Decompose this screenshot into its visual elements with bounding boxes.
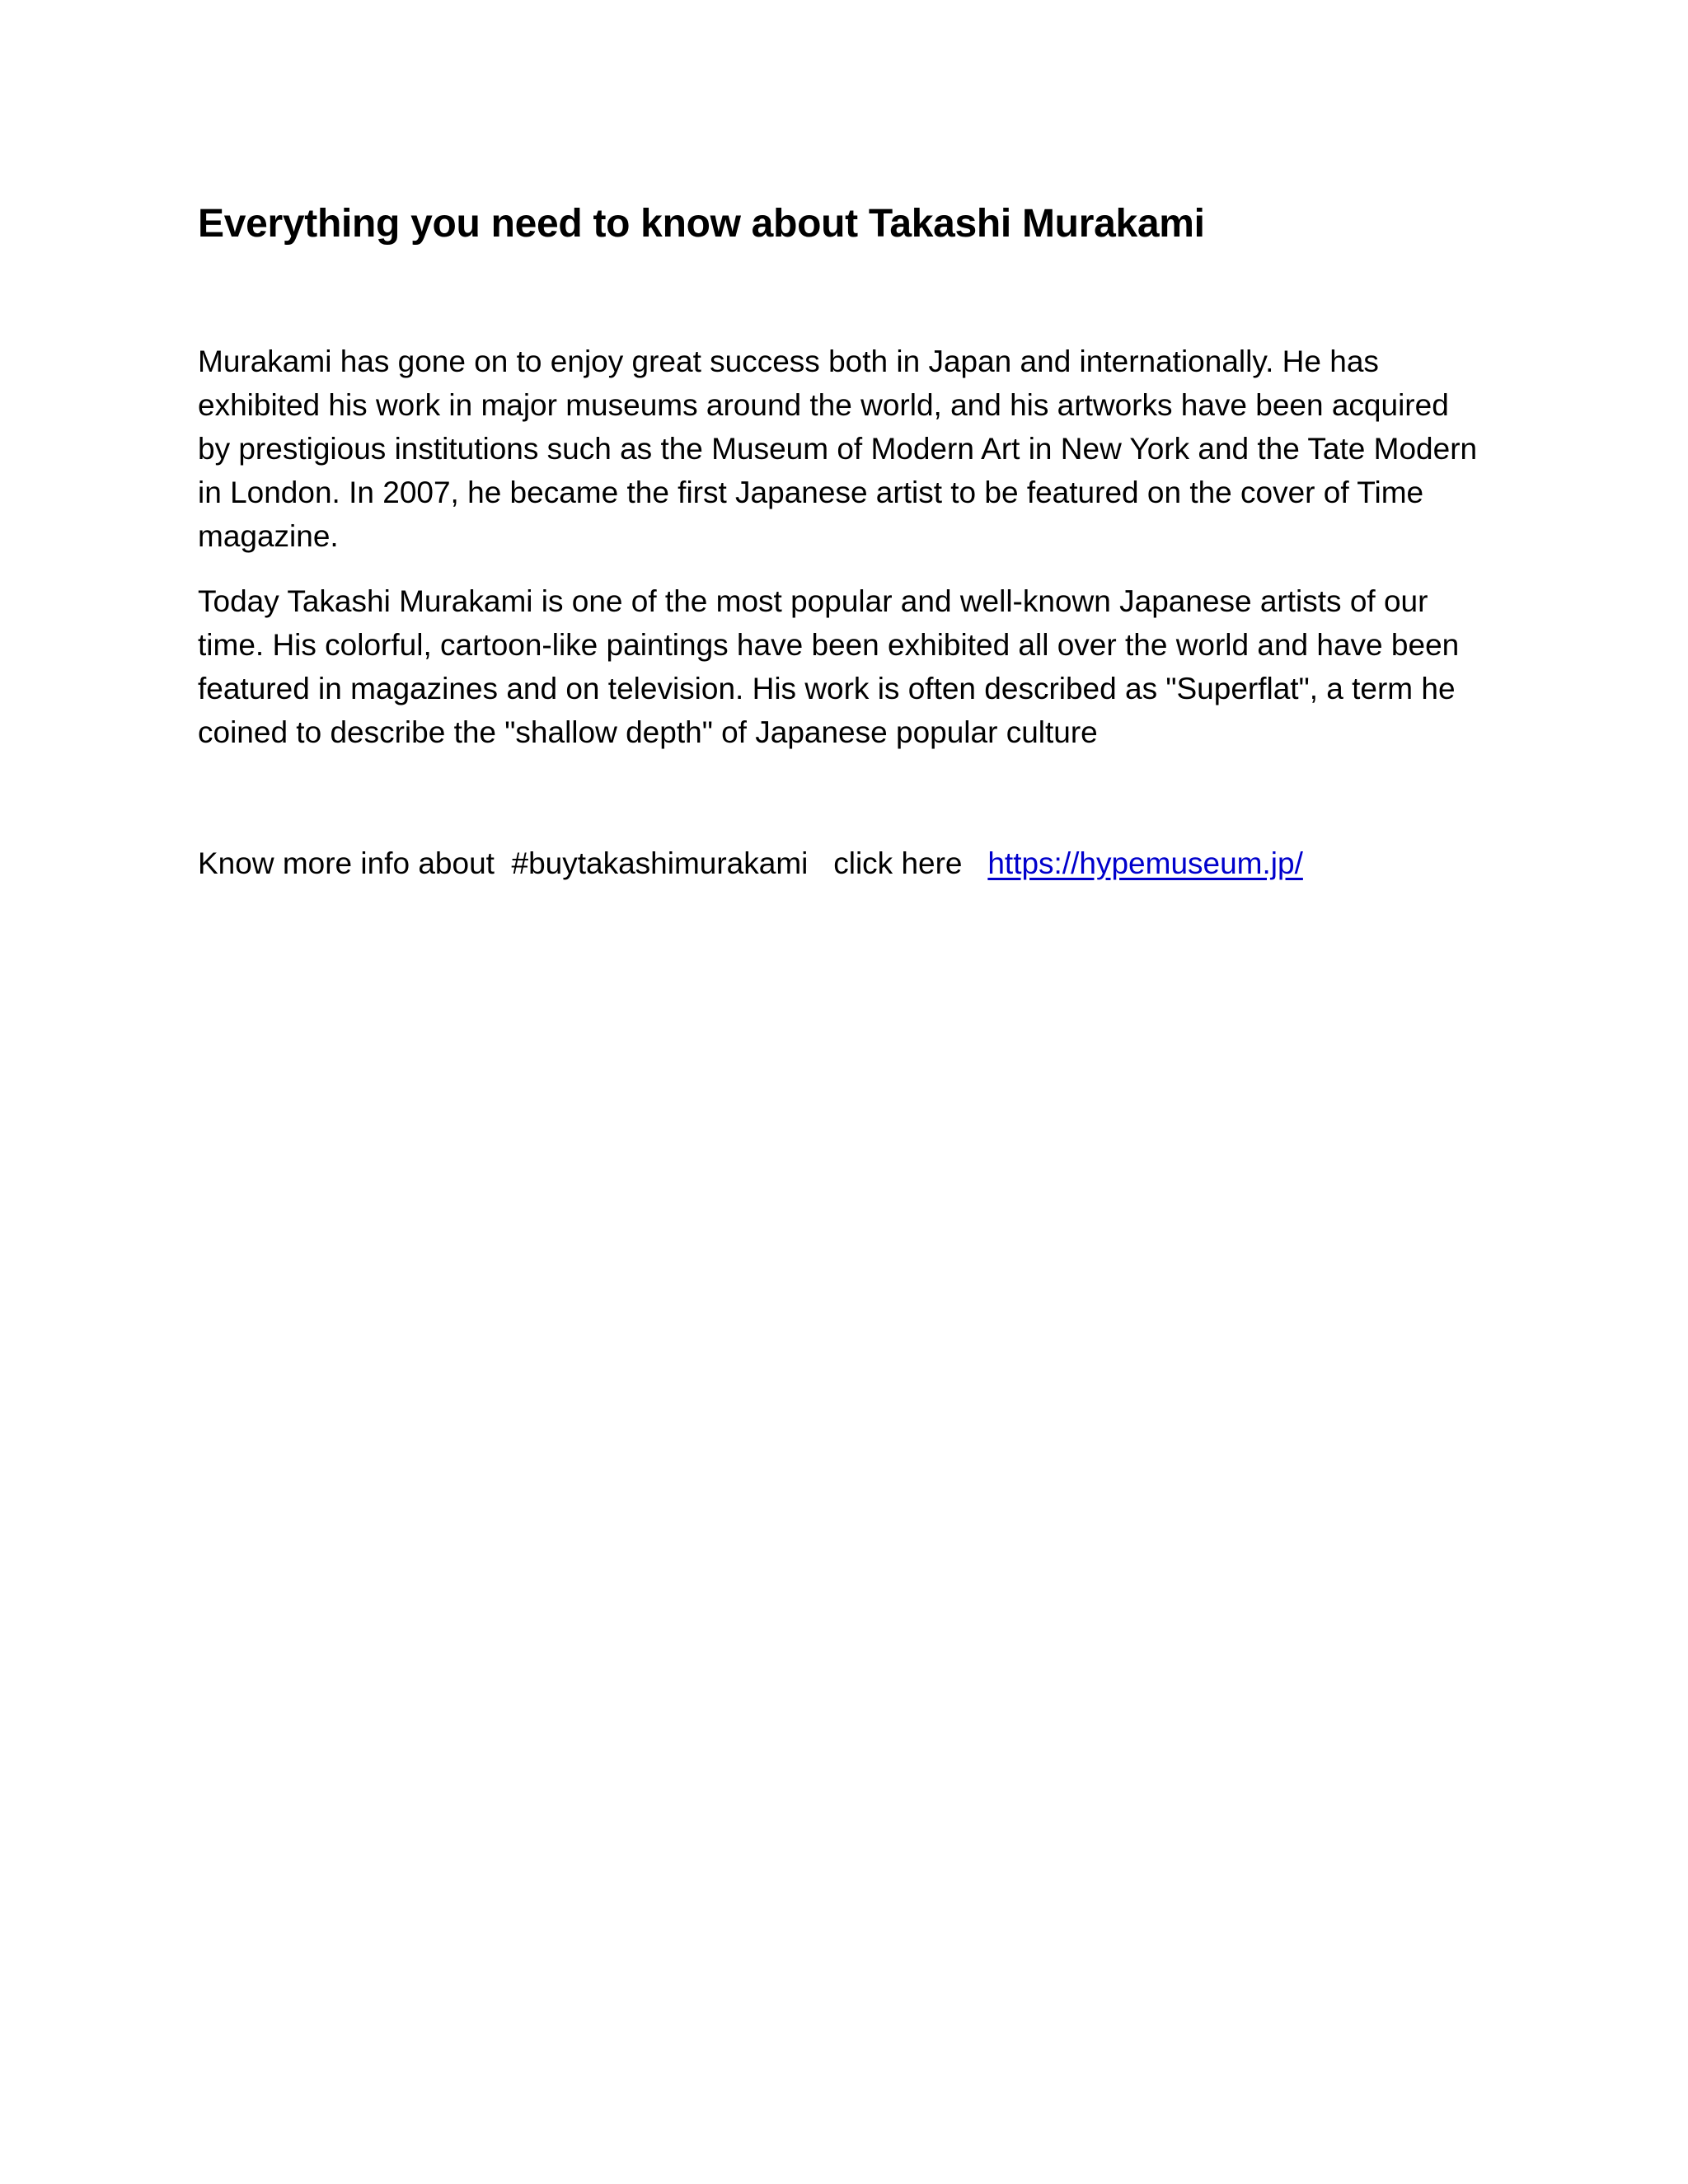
document-body bbox=[198, 194, 1484, 885]
document-title: Everything you need to know about Takashi Murakami bbox=[198, 202, 1205, 246]
hypemuseum-link[interactable]: https://hypemuseum.jp/ bbox=[987, 846, 1303, 880]
paragraph-success: Murakami has gone on to enjoy great success both in Japan and internationally. He has exhibited his work in major museums around the world, and his artworks have been acquired by prestigious institutions such as the Museum of Modern Art in New York and the Tate Modern in London. In 2007, he became the first Japanese artist to be featured on the cover of Time magazine. bbox=[198, 344, 1478, 553]
paragraph-popularity: Today Takashi Murakami is one of the most popular and well-known Japanese artists of our time. His colorful, cartoon-like paintings have been exhibited all over the world and have been featured in magazines and on television. His work is often described as "Superflat", a term he coined to describe the "shallow depth" of Japanese popular culture bbox=[198, 584, 1460, 749]
more-info-text: Know more info about #buytakashimurakami click here bbox=[198, 846, 988, 880]
more-info-line bbox=[198, 841, 1484, 885]
